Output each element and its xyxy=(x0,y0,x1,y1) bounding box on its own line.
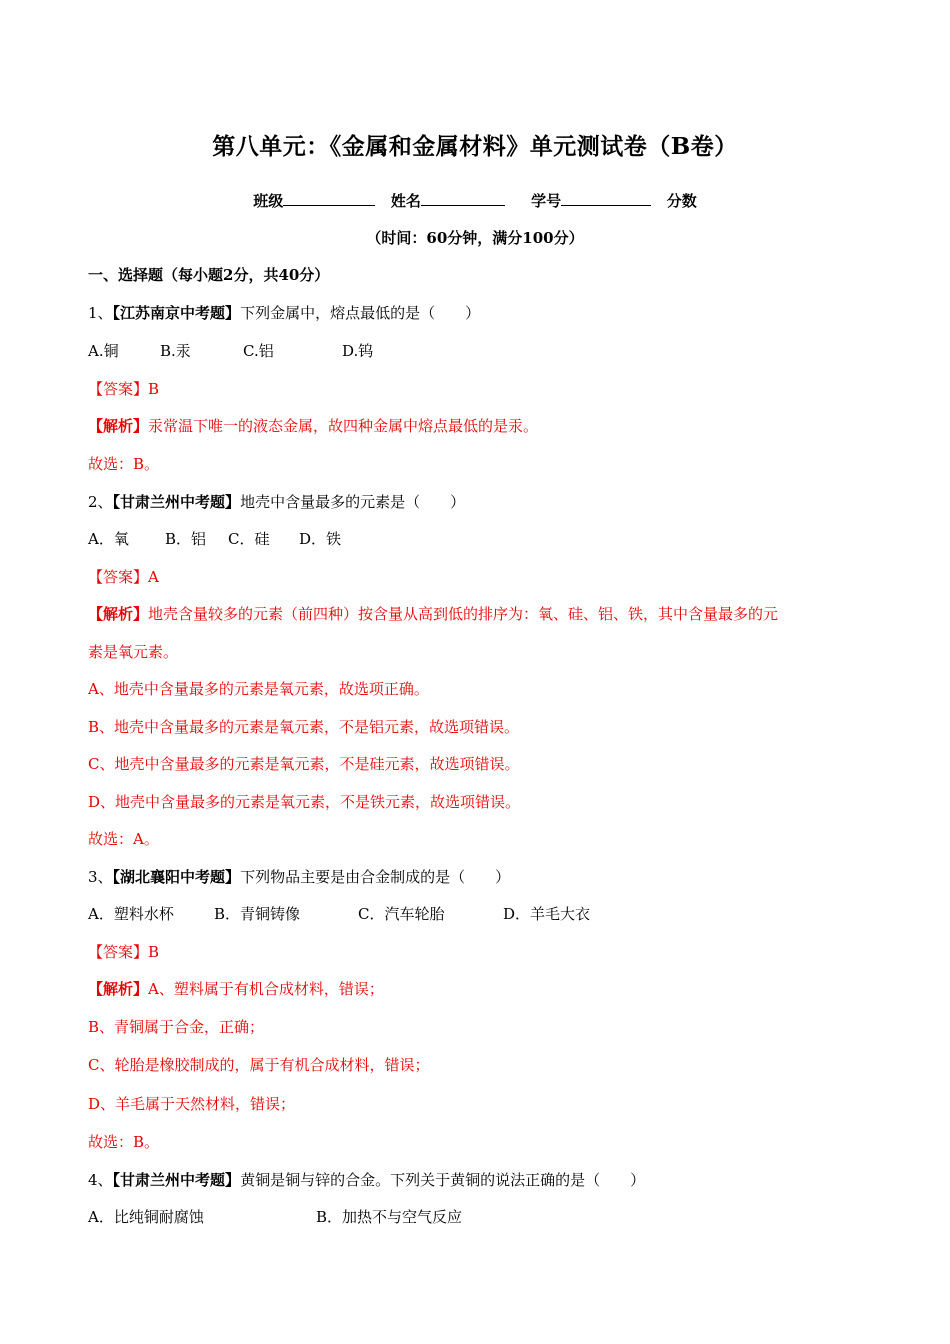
id-label: 学号 xyxy=(531,192,562,210)
analysis-2-continued: 素是氧元素。 xyxy=(88,643,179,661)
answer-value: B xyxy=(148,943,160,961)
question-source: 【湖北襄阳中考题】 xyxy=(112,868,241,886)
time-note: （时间：60分钟，满分100分） xyxy=(366,229,584,247)
answer-value: B xyxy=(148,380,160,398)
analysis-3-d: D、羊毛属于天然材料，错误； xyxy=(88,1095,296,1113)
analysis-2-c: C、地壳中含量最多的元素是氧元素，不是硅元素，故选项错误。 xyxy=(88,755,520,773)
option-c: C.铝 xyxy=(243,342,274,360)
option-a: A.铜 xyxy=(88,342,119,360)
option-c: C．硅 xyxy=(228,530,270,548)
student-info-row xyxy=(0,191,950,211)
choose-2: 故选：A。 xyxy=(88,830,159,848)
answer-tag: 【答案】 xyxy=(88,568,149,586)
analysis-2-d: D、地壳中含量最多的元素是氧元素，不是铁元素，故选项错误。 xyxy=(88,793,521,811)
analysis-3-c: C、轮胎是橡胶制成的，属于有机合成材料，错误； xyxy=(88,1056,430,1074)
question-2 xyxy=(88,492,465,512)
option-b: B．铝 xyxy=(165,530,207,548)
option-d: D．羊毛大衣 xyxy=(503,905,591,923)
analysis-tag: 【解析】 xyxy=(88,605,149,623)
answer-tag: 【答案】 xyxy=(88,380,149,398)
question-number: 4、 xyxy=(88,1171,113,1189)
analysis-tag: 【解析】 xyxy=(88,417,149,435)
question-3 xyxy=(88,867,510,887)
option-c: C．汽车轮胎 xyxy=(358,905,445,923)
option-a: A．比纯铜耐腐蚀 xyxy=(88,1208,204,1226)
option-d: D.钨 xyxy=(342,342,374,360)
answer-2 xyxy=(88,567,159,587)
question-stem: 下列物品主要是由合金制成的是（ ） xyxy=(240,868,511,886)
name-label: 姓名 xyxy=(390,192,421,210)
analysis-text: 地壳含量较多的元素（前四种）按含量从高到低的排序为：氧、硅、铝、铁，其中含量最多的元 xyxy=(148,605,779,623)
option-d: D．铁 xyxy=(299,530,342,548)
analysis-3 xyxy=(88,979,384,999)
question-stem: 黄铜是铜与锌的合金。下列关于黄铜的说法正确的是（ ） xyxy=(240,1171,646,1189)
question-source: 【江苏南京中考题】 xyxy=(112,304,241,322)
question-source: 【甘肃兰州中考题】 xyxy=(112,1171,241,1189)
id-blank xyxy=(561,191,651,206)
question-2-options xyxy=(88,529,341,549)
analysis-text: A、塑料属于有机合成材料，错误； xyxy=(148,980,384,998)
question-number: 3、 xyxy=(88,868,113,886)
answer-3 xyxy=(88,942,159,962)
option-a: A．氧 xyxy=(88,530,129,548)
question-source: 【甘肃兰州中考题】 xyxy=(112,493,241,511)
analysis-1 xyxy=(88,416,538,436)
answer-tag: 【答案】 xyxy=(88,943,149,961)
analysis-3-b: B、青铜属于合金，正确； xyxy=(88,1018,265,1036)
question-stem: 地壳中含量最多的元素是（ ） xyxy=(240,493,466,511)
class-label: 班级 xyxy=(253,192,284,210)
question-4 xyxy=(88,1170,645,1190)
option-b: B.汞 xyxy=(160,342,191,360)
answer-value: A xyxy=(148,568,159,586)
answer-1 xyxy=(88,379,159,399)
question-1 xyxy=(88,303,480,323)
question-number: 2、 xyxy=(88,493,113,511)
name-blank xyxy=(421,191,505,206)
analysis-2-b: B、地壳中含量最多的元素是氧元素，不是铝元素，故选项错误。 xyxy=(88,718,520,736)
question-stem: 下列金属中，熔点最低的是（ ） xyxy=(240,304,481,322)
page-title: 第八单元：《金属和金属材料》单元测试卷（B卷） xyxy=(212,133,738,160)
section-heading: 一、选择题（每小题2分，共40分） xyxy=(88,266,330,284)
choose-1: 故选：B。 xyxy=(88,455,160,473)
question-4-options xyxy=(88,1207,462,1227)
option-a: A．塑料水杯 xyxy=(88,905,174,923)
analysis-2 xyxy=(88,604,778,624)
question-3-options xyxy=(88,904,590,924)
choose-3: 故选：B。 xyxy=(88,1133,160,1151)
score-label: 分数 xyxy=(666,192,697,210)
class-blank xyxy=(283,191,375,206)
question-1-options xyxy=(88,341,373,361)
analysis-tag: 【解析】 xyxy=(88,980,149,998)
option-b: B．加热不与空气反应 xyxy=(316,1208,463,1226)
analysis-2-a: A、地壳中含量最多的元素是氧元素，故选项正确。 xyxy=(88,680,429,698)
analysis-text: 汞常温下唯一的液态金属，故四种金属中熔点最低的是汞。 xyxy=(148,417,539,435)
option-b: B．青铜铸像 xyxy=(214,905,301,923)
question-number: 1、 xyxy=(88,304,113,322)
